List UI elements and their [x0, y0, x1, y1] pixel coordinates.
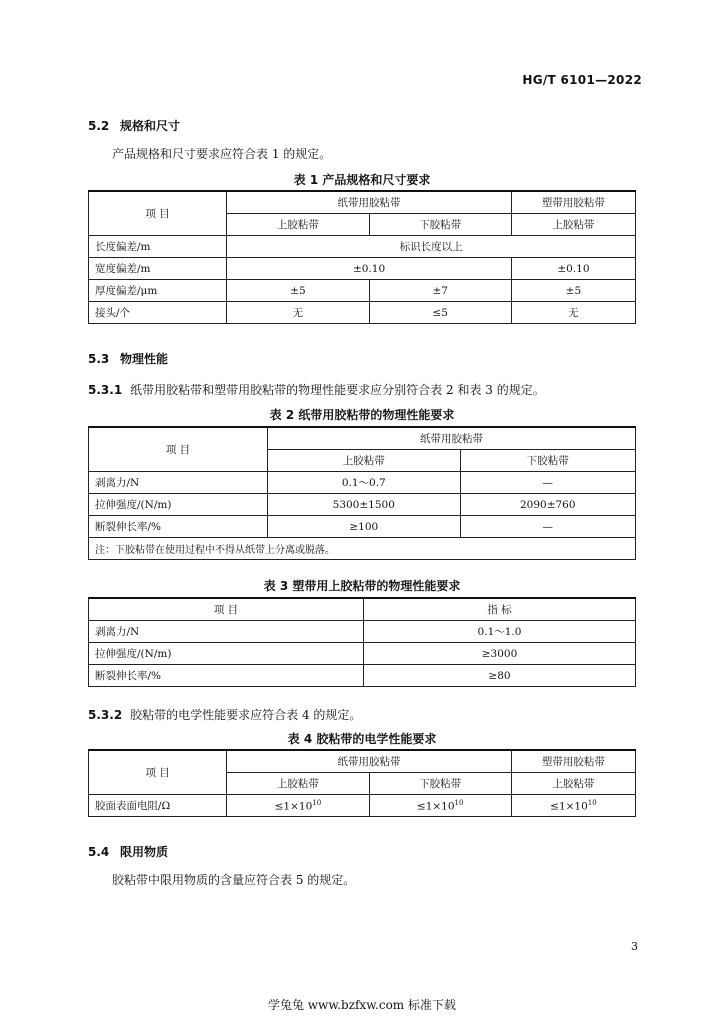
row-label: 剥离力/N: [89, 621, 364, 643]
standard-code: HG/T 6101—2022: [522, 73, 642, 87]
cell-value: 标识长度以上: [227, 236, 636, 258]
value-exponent: 10: [312, 798, 322, 807]
header-plastic-tape: 塑带用胶粘带: [511, 750, 635, 773]
row-label: 断裂伸长率/%: [89, 516, 268, 538]
table-row: [89, 302, 636, 324]
section-number: 5.3: [88, 352, 110, 366]
subsection-text: 纸带用胶粘带和塑带用胶粘带的物理性能要求应分别符合表 2 和表 3 的规定。: [130, 383, 545, 397]
header-item: 项 目: [89, 191, 227, 236]
section-5-3-1-text: [88, 381, 545, 398]
table-row: [89, 258, 636, 280]
table-row: [89, 494, 636, 516]
section-5-4-heading: [88, 843, 168, 860]
header-upper-tape: 上胶粘带: [227, 214, 369, 236]
table-4-caption: 表 4 胶粘带的电学性能要求: [287, 732, 437, 746]
table-3: [88, 597, 636, 687]
subsection-number: 5.3.1: [88, 383, 123, 397]
header-upper-tape: 上胶粘带: [268, 450, 461, 472]
section-number: 5.4: [88, 845, 110, 859]
value-base: ≤1×10: [416, 800, 455, 813]
cell-value: 无: [227, 302, 369, 324]
row-label: 拉伸强度/(N/m): [89, 494, 268, 516]
table-row: [89, 795, 636, 817]
row-label: 接头/个: [89, 302, 227, 324]
table-1-caption: 表 1 产品规格和尺寸要求: [293, 173, 431, 187]
table-row: [89, 236, 636, 258]
cell-value: 0.1～0.7: [268, 472, 461, 494]
section-5-2-text: 产品规格和尺寸要求应符合表 1 的规定。: [112, 147, 332, 161]
section-title: 限用物质: [120, 845, 169, 859]
table-row: [89, 516, 636, 538]
table-row: [89, 472, 636, 494]
cell-value: ±0.10: [511, 258, 635, 280]
cell-value: 2090±760: [460, 494, 635, 516]
table-2: [88, 426, 636, 560]
row-label: 断裂伸长率/%: [89, 665, 364, 687]
row-label: 剥离力/N: [89, 472, 268, 494]
row-label: 宽度偏差/m: [89, 258, 227, 280]
table-row: [89, 280, 636, 302]
table-2-caption: 表 2 纸带用胶粘带的物理性能要求: [269, 408, 455, 422]
section-5-2-heading: [88, 117, 180, 134]
page-number: 3: [631, 940, 638, 953]
section-title: 规格和尺寸: [120, 119, 181, 133]
row-label: 厚度偏差/μm: [89, 280, 227, 302]
header-upper-tape-plastic: 上胶粘带: [511, 773, 635, 795]
header-upper-tape-plastic: 上胶粘带: [511, 214, 635, 236]
cell-value: [227, 795, 369, 817]
section-5-3-heading: [88, 350, 168, 367]
table-4: [88, 749, 636, 817]
table-row: [89, 621, 636, 643]
section-title: 物理性能: [120, 352, 169, 366]
cell-value: ±5: [227, 280, 369, 302]
header-item: 项 目: [89, 427, 268, 472]
value-exponent: 10: [454, 798, 464, 807]
cell-value: ≥3000: [364, 643, 636, 665]
table-note: 注：下胶粘带在使用过程中不得从纸带上分离或脱落。: [89, 538, 636, 560]
header-item: 项 目: [89, 598, 364, 621]
cell-value: ±7: [369, 280, 511, 302]
table-row: [89, 643, 636, 665]
cell-value: ±5: [511, 280, 635, 302]
cell-value: ≤5: [369, 302, 511, 324]
cell-value: [511, 795, 635, 817]
cell-value: [369, 795, 511, 817]
table-row: [89, 665, 636, 687]
table-1: [88, 190, 636, 324]
header-index: 指 标: [364, 598, 636, 621]
header-lower-tape: 下胶粘带: [369, 214, 511, 236]
row-label: 拉伸强度/(N/m): [89, 643, 364, 665]
cell-value: 无: [511, 302, 635, 324]
section-number: 5.2: [88, 119, 110, 133]
header-paper-tape: 纸带用胶粘带: [227, 191, 512, 214]
section-5-3-2-text: [88, 706, 361, 723]
row-label: 长度偏差/m: [89, 236, 227, 258]
cell-value: —: [460, 472, 635, 494]
table-3-caption: 表 3 塑带用上胶粘带的物理性能要求: [263, 579, 461, 593]
header-lower-tape: 下胶粘带: [369, 773, 511, 795]
cell-value: 0.1～1.0: [364, 621, 636, 643]
header-lower-tape: 下胶粘带: [460, 450, 635, 472]
header-item: 项 目: [89, 750, 227, 795]
cell-value: ≥100: [268, 516, 461, 538]
header-upper-tape: 上胶粘带: [227, 773, 369, 795]
section-5-4-text: 胶粘带中限用物质的含量应符合表 5 的规定。: [112, 873, 356, 887]
footer-watermark: 学兔兔 www.bzfxw.com 标准下载: [267, 998, 457, 1012]
value-base: ≤1×10: [274, 800, 313, 813]
cell-value: —: [460, 516, 635, 538]
row-label: 胶面表面电阻/Ω: [89, 795, 227, 817]
cell-value: ±0.10: [227, 258, 512, 280]
cell-value: ≥80: [364, 665, 636, 687]
subsection-number: 5.3.2: [88, 708, 123, 722]
cell-value: 5300±1500: [268, 494, 461, 516]
header-paper-tape: 纸带用胶粘带: [268, 427, 636, 450]
header-plastic-tape: 塑带用胶粘带: [511, 191, 635, 214]
header-paper-tape: 纸带用胶粘带: [227, 750, 512, 773]
value-base: ≤1×10: [550, 800, 588, 813]
value-exponent: 10: [587, 798, 597, 807]
subsection-text: 胶粘带的电学性能要求应符合表 4 的规定。: [130, 708, 362, 722]
